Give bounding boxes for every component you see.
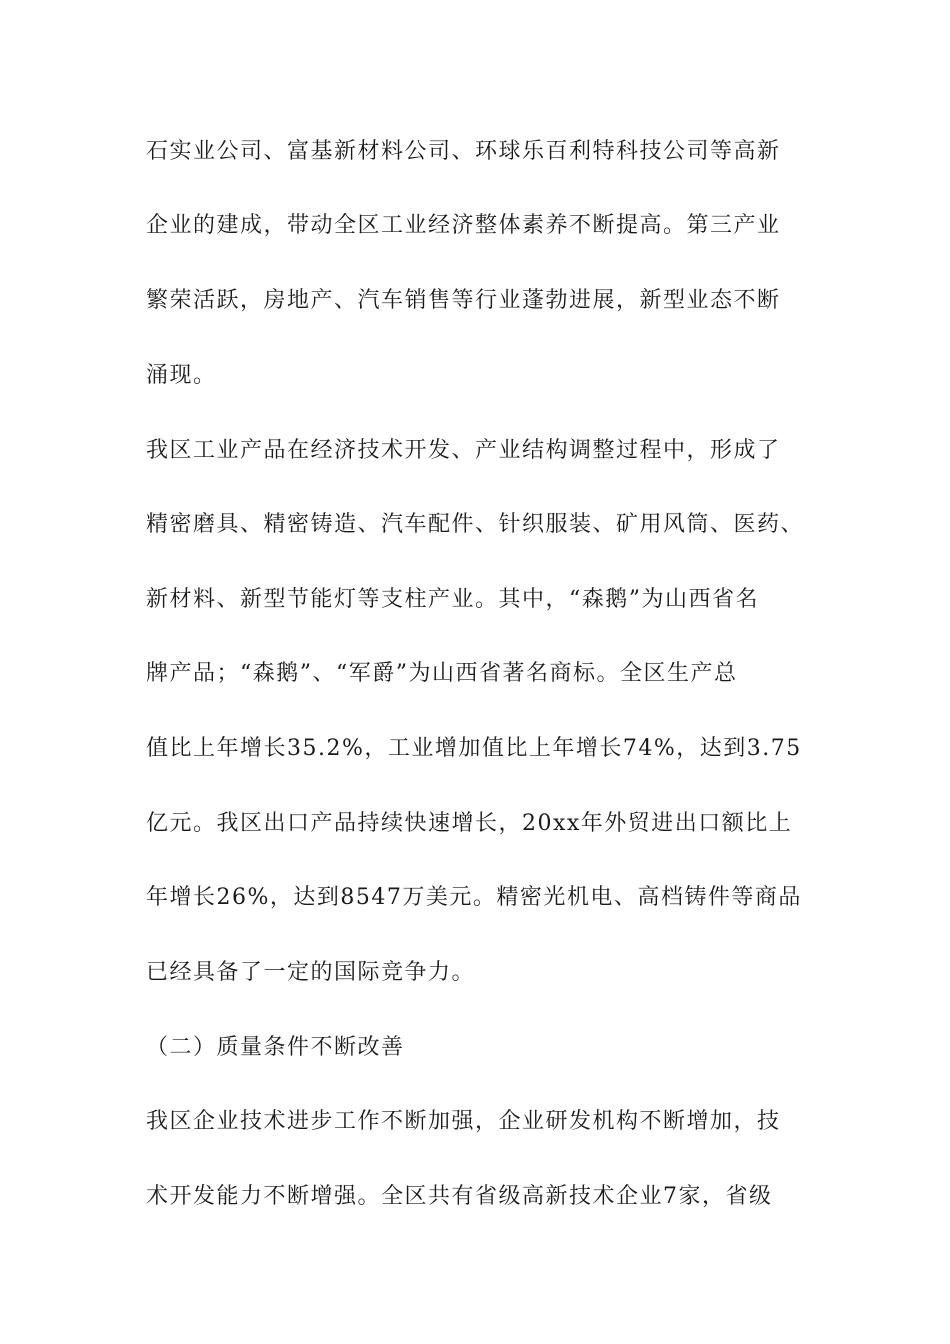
text-line: 石实业公司、富基新材料公司、环球乐百利特科技公司等高新	[146, 139, 781, 164]
text-line: 术开发能力不断增强。全区共有省级高新技术企业7家，省级	[146, 1184, 773, 1209]
text-line: 我区工业产品在经济技术开发、产业结构调整过程中，形成了	[146, 438, 781, 463]
text-line: 新材料、新型节能灯等支柱产业。其中，“森鹅”为山西省名	[146, 587, 759, 612]
text-line: 企业的建成，带动全区工业经济整体素养不断提高。第三产业	[146, 213, 781, 238]
text-line: 我区企业技术进步工作不断加强，企业研发机构不断增加，技	[146, 1109, 781, 1134]
section-heading: （二）质量条件不断改善	[146, 1035, 405, 1060]
text-line: 精密磨具、精密铸造、汽车配件、针织服装、矿用风筒、医药、	[146, 512, 805, 537]
text-line: 牌产品；“森鹅”、“军爵”为山西省著名商标。全区生产总	[146, 661, 738, 686]
text-line: 繁荣活跃，房地产、汽车销售等行业蓬勃进展，新型业态不断	[146, 288, 781, 313]
text-line: 已经具备了一定的国际竞争力。	[146, 960, 476, 985]
text-line: 年增长26%，达到8547万美元。精密光机电、高档铸件等商品	[146, 885, 802, 910]
text-line: 值比上年增长35.2%，工业增加值比上年增长74%，达到3.75	[146, 736, 802, 761]
text-line: 亿元。我区出口产品持续快速增长，20xx年外贸进出口额比上	[146, 811, 793, 836]
text-line: 涌现。	[146, 363, 217, 388]
